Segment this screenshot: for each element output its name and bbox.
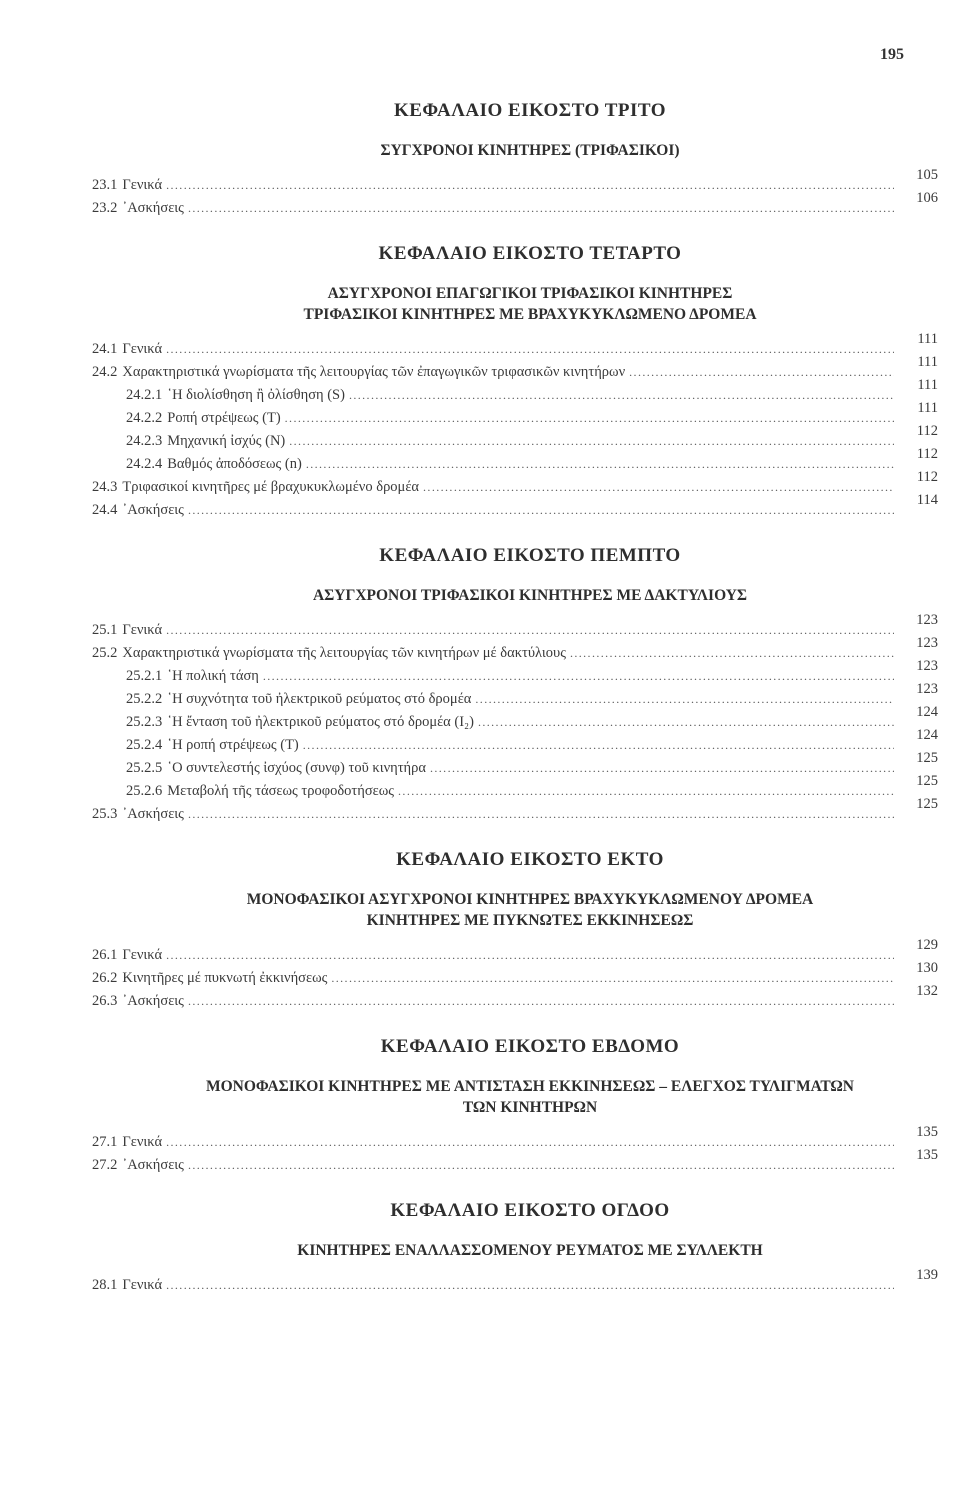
toc-entry-title: Γενικά: [122, 177, 163, 193]
dot-leader: [423, 480, 894, 495]
chapter-24: [92, 243, 938, 525]
chapter-subtitle-line: ΑΣΥΓΧΡΟΝΟΙ ΕΠΑΓΩΓΙΚΟΙ ΤΡΙΦΑΣΙΚΟΙ ΚΙΝΗΤΗΡΕΣ: [327, 285, 733, 302]
toc-entry[interactable]: [92, 1147, 938, 1180]
chapter-title: ΚΕΦΑΛΑΙΟ ΕΙΚΟΣΤΟ ΠΕΜΠΤΟ: [379, 545, 681, 566]
toc-entry-number: 24.3: [92, 479, 118, 495]
toc-entry[interactable]: [92, 750, 938, 783]
chapter-title: ΚΕΦΑΛΑΙΟ ΕΙΚΟΣΤΟ ΕΚΤΟ: [396, 849, 664, 870]
dot-leader: [289, 434, 894, 449]
dot-leader: [188, 1158, 894, 1173]
chapter-subtitle-line: ΚΙΝΗΤΗΡΕΣ ΕΝΑΛΛΑΣΣΟΜΕΝΟΥ ΡΕΥΜΑΤΟΣ ΜΕ ΣΥΛΛΕΚΤΗ: [297, 1242, 763, 1259]
toc-entry-title: Μηχανική ἰσχύς (Ν): [167, 433, 286, 449]
chapter-subtitle-line: ΤΡΙΦΑΣΙΚΟΙ ΚΙΝΗΤΗΡΕΣ ΜΕ ΒΡΑΧΥΚΥΚΛΩΜΕΝΟ ΔΡΟΜΕΑ: [303, 306, 757, 323]
toc-entry-title: ῾Η συχνότητα τοῦ ἠλεκτρικοῦ ρεύματος στό δρομέα: [167, 691, 472, 707]
toc-entry-number: 27.2: [92, 1157, 118, 1173]
toc-entry-number: 23.1: [92, 177, 118, 193]
toc-entry-number: 24.2: [92, 364, 118, 380]
dot-leader: [166, 178, 894, 193]
chapter-23: [92, 100, 938, 223]
dot-leader: [263, 669, 894, 684]
dot-leader: [166, 342, 894, 357]
chapter-title: ΚΕΦΑΛΑΙΟ ΕΙΚΟΣΤΟ ΤΕΤΑΡΤΟ: [378, 243, 682, 264]
toc-entry-page: 125: [916, 750, 938, 766]
dot-leader: [398, 784, 894, 799]
toc-entry-number: 25.2.4: [126, 737, 163, 753]
toc-entry-number: 27.1: [92, 1134, 118, 1150]
toc-entry-title: Βαθμός ἀποδόσεως (n): [167, 456, 302, 472]
toc-entry[interactable]: [92, 635, 938, 668]
toc-entry-page: 114: [916, 492, 938, 508]
toc-entry-page: 123: [916, 612, 938, 628]
toc-entry[interactable]: [92, 773, 938, 806]
toc-entry[interactable]: [92, 960, 938, 993]
dot-leader: [188, 503, 894, 518]
toc-entry-number: 25.1: [92, 622, 118, 638]
toc-entry-page: 112: [916, 423, 938, 439]
toc-entry[interactable]: [92, 727, 938, 760]
toc-entry[interactable]: [92, 983, 938, 1016]
dot-leader: [430, 761, 894, 776]
chapter-28: [92, 1200, 938, 1300]
toc-entry-title: Γενικά: [122, 622, 163, 638]
toc-entry-page: 125: [916, 773, 938, 789]
toc-entry-number: 26.3: [92, 993, 118, 1009]
dot-leader: [570, 646, 894, 661]
table-of-contents: [92, 100, 938, 1320]
toc-entry-title: Γενικά: [122, 341, 163, 357]
toc-entry-page: 106: [916, 190, 938, 206]
toc-entry-number: 24.4: [92, 502, 118, 518]
chapter-subtitle: [92, 1076, 938, 1118]
toc-entry-page: 123: [916, 681, 938, 697]
toc-entry-title: ᾿Ασκήσεις: [122, 993, 184, 1009]
toc-entry-number: 24.1: [92, 341, 118, 357]
toc-entry-title: Μεταβολή τῆς τάσεως τροφοδοτήσεως: [167, 783, 395, 799]
toc-entry-title: ᾿Ασκήσεις: [122, 502, 184, 518]
toc-entry-page: 111: [917, 377, 938, 393]
chapter-subtitle-line: ΚΙΝΗΤΗΡΕΣ ΜΕ ΠΥΚΝΩΤΕΣ ΕΚΚΙΝΗΣΕΩΣ: [366, 912, 694, 929]
toc-entry[interactable]: [92, 704, 938, 737]
toc-entry-number: 28.1: [92, 1277, 118, 1293]
toc-entry-title: ῾Η ἔνταση τοῦ ἠλεκτρικοῦ ρεύματος στό δρομέα (I₂): [167, 714, 474, 730]
toc-list: [92, 1124, 938, 1180]
toc-entry-title: ᾿Ασκήσεις: [122, 1157, 184, 1173]
toc-entry-number: 25.2.2: [126, 691, 163, 707]
dot-leader: [166, 948, 894, 963]
chapter-title: ΚΕΦΑΛΑΙΟ ΕΙΚΟΣΤΟ ΤΡΙΤΟ: [393, 100, 667, 121]
toc-entry[interactable]: [92, 492, 938, 525]
toc-entry-page: 111: [917, 331, 938, 347]
toc-entry-page: 135: [916, 1124, 938, 1140]
toc-entry-number: 24.2.2: [126, 410, 163, 426]
toc-entry-number: 25.2.3: [126, 714, 163, 730]
dot-leader: [166, 1135, 894, 1150]
toc-entry[interactable]: [92, 796, 938, 829]
dot-leader: [188, 994, 894, 1009]
toc-entry[interactable]: [92, 167, 938, 200]
toc-entry-page: 123: [916, 658, 938, 674]
toc-entry[interactable]: [92, 1267, 938, 1300]
chapter-subtitle-line: ΑΣΥΓΧΡΟΝΟΙ ΤΡΙΦΑΣΙΚΟΙ ΚΙΝΗΤΗΡΕΣ ΜΕ ΔΑΚΤΥΛΙΟΥΣ: [312, 587, 748, 604]
toc-entry-number: 25.2.5: [126, 760, 163, 776]
toc-entry-page: 112: [916, 469, 938, 485]
dot-leader: [188, 201, 894, 216]
toc-list: [92, 612, 938, 829]
dot-leader: [306, 457, 894, 472]
toc-entry-page: 129: [916, 937, 938, 953]
chapter-title: ΚΕΦΑΛΑΙΟ ΕΙΚΟΣΤΟ ΟΓΔΟΟ: [390, 1200, 670, 1221]
dot-leader: [166, 623, 894, 638]
dot-leader: [166, 1278, 894, 1293]
toc-entry-title: ᾿Ασκήσεις: [122, 200, 184, 216]
toc-entry[interactable]: [92, 446, 938, 479]
toc-entry-page: 125: [916, 796, 938, 812]
toc-entry-title: ῾Η πολική τάση: [167, 668, 259, 684]
chapter-subtitle: [92, 140, 938, 161]
toc-entry-title: Γενικά: [122, 1134, 163, 1150]
chapter-subtitle: [92, 283, 938, 325]
toc-entry-page: 139: [916, 1267, 938, 1283]
dot-leader: [331, 971, 894, 986]
toc-entry[interactable]: [92, 1124, 938, 1157]
toc-entry-number: 23.2: [92, 200, 118, 216]
toc-entry[interactable]: [92, 423, 938, 456]
toc-entry-title: Ροπή στρέψεως (Τ): [167, 410, 281, 426]
toc-entry-number: 26.2: [92, 970, 118, 986]
toc-entry-page: 135: [916, 1147, 938, 1163]
chapter-27: [92, 1036, 938, 1180]
toc-entry[interactable]: [92, 469, 938, 502]
toc-entry-number: 24.2.1: [126, 387, 163, 403]
dot-leader: [475, 692, 894, 707]
toc-entry-page: 132: [916, 983, 938, 999]
toc-entry-page: 124: [916, 704, 938, 720]
toc-entry[interactable]: [92, 612, 938, 645]
dot-leader: [349, 388, 894, 403]
toc-entry-title: Χαρακτηριστικά γνωρίσματα τῆς λειτουργίας τῶν ἐπαγωγικῶν τριφασικῶν κινητήρων: [122, 364, 626, 380]
toc-entry-page: 123: [916, 635, 938, 651]
chapter-subtitle-line: ΤΩΝ ΚΙΝΗΤΗΡΩΝ: [462, 1099, 598, 1116]
toc-list: [92, 1267, 938, 1300]
dot-leader: [188, 807, 894, 822]
chapter-subtitle: [92, 585, 938, 606]
toc-entry-number: 25.2.6: [126, 783, 163, 799]
toc-entry[interactable]: [92, 937, 938, 970]
toc-entry-number: 26.1: [92, 947, 118, 963]
chapter-subtitle-line: ΜΟΝΟΦΑΣΙΚΟΙ ΑΣΥΓΧΡΟΝΟΙ ΚΙΝΗΤΗΡΕΣ ΒΡΑΧΥΚΥΚΛΩΜΕΝΟΥ ΔΡΟΜΕΑ: [246, 891, 814, 908]
toc-entry-page: 124: [916, 727, 938, 743]
toc-entry[interactable]: [92, 354, 938, 387]
toc-entry-title: ᾿Ασκήσεις: [122, 806, 184, 822]
chapter-26: [92, 849, 938, 1016]
toc-entry[interactable]: [92, 658, 938, 691]
dot-leader: [303, 738, 894, 753]
toc-entry-number: 25.3: [92, 806, 118, 822]
toc-entry-title: Γενικά: [122, 1277, 163, 1293]
toc-entry-page: 112: [916, 446, 938, 462]
toc-list: [92, 937, 938, 1016]
dot-leader: [629, 365, 894, 380]
toc-entry-number: 24.2.4: [126, 456, 163, 472]
toc-entry-number: 25.2: [92, 645, 118, 661]
toc-entry-page: 130: [916, 960, 938, 976]
toc-entry-title: ῾Η διολίσθηση ἢ ὀλίσθηση (S): [167, 387, 345, 403]
toc-entry-title: Χαρακτηριστικά γνωρίσματα τῆς λειτουργίας τῶν κινητήρων μέ δακτύλιους: [122, 645, 566, 661]
toc-entry-title: ῾Ο συντελεστής ἰσχύος (συνφ) τοῦ κινητήρα: [167, 760, 426, 776]
toc-entry-page: 111: [917, 354, 938, 370]
chapter-title: ΚΕΦΑΛΑΙΟ ΕΙΚΟΣΤΟ ΕΒΔΟΜΟ: [380, 1036, 680, 1057]
toc-entry-page: 111: [917, 400, 938, 416]
toc-entry-title: Τριφασικοί κινητῆρες μέ βραχυκυκλωμένο δρομέα: [122, 479, 420, 495]
toc-entry[interactable]: [92, 190, 938, 223]
chapter-subtitle-line: ΜΟΝΟΦΑΣΙΚΟΙ ΚΙΝΗΤΗΡΕΣ ΜΕ ΑΝΤΙΣΤΑΣΗ ΕΚΚΙΝΗΣΕΩΣ – ΕΛΕΓΧΟΣ ΤΥΛΙΓΜΑΤΩΝ: [206, 1078, 854, 1095]
toc-entry[interactable]: [92, 377, 938, 410]
dot-leader: [478, 715, 894, 730]
toc-entry-page: 105: [916, 167, 938, 183]
page-number: 195: [880, 46, 904, 63]
toc-entry[interactable]: [92, 681, 938, 714]
toc-entry-title: ῾Η ροπή στρέψεως (Τ): [167, 737, 299, 753]
toc-list: [92, 167, 938, 223]
chapter-subtitle: [92, 889, 938, 931]
toc-entry-title: Γενικά: [122, 947, 163, 963]
chapter-subtitle: [92, 1240, 938, 1261]
toc-list: [92, 331, 938, 525]
chapter-subtitle-line: ΣΥΓΧΡΟΝΟΙ ΚΙΝΗΤΗΡΕΣ (ΤΡΙΦΑΣΙΚΟΙ): [380, 142, 680, 159]
dot-leader: [285, 411, 894, 426]
chapter-25: [92, 545, 938, 829]
toc-entry[interactable]: [92, 331, 938, 364]
toc-entry-number: 24.2.3: [126, 433, 163, 449]
toc-entry-number: 25.2.1: [126, 668, 163, 684]
toc-entry-title: Κινητῆρες μέ πυκνωτή ἐκκινήσεως: [122, 970, 328, 986]
toc-entry[interactable]: [92, 400, 938, 433]
